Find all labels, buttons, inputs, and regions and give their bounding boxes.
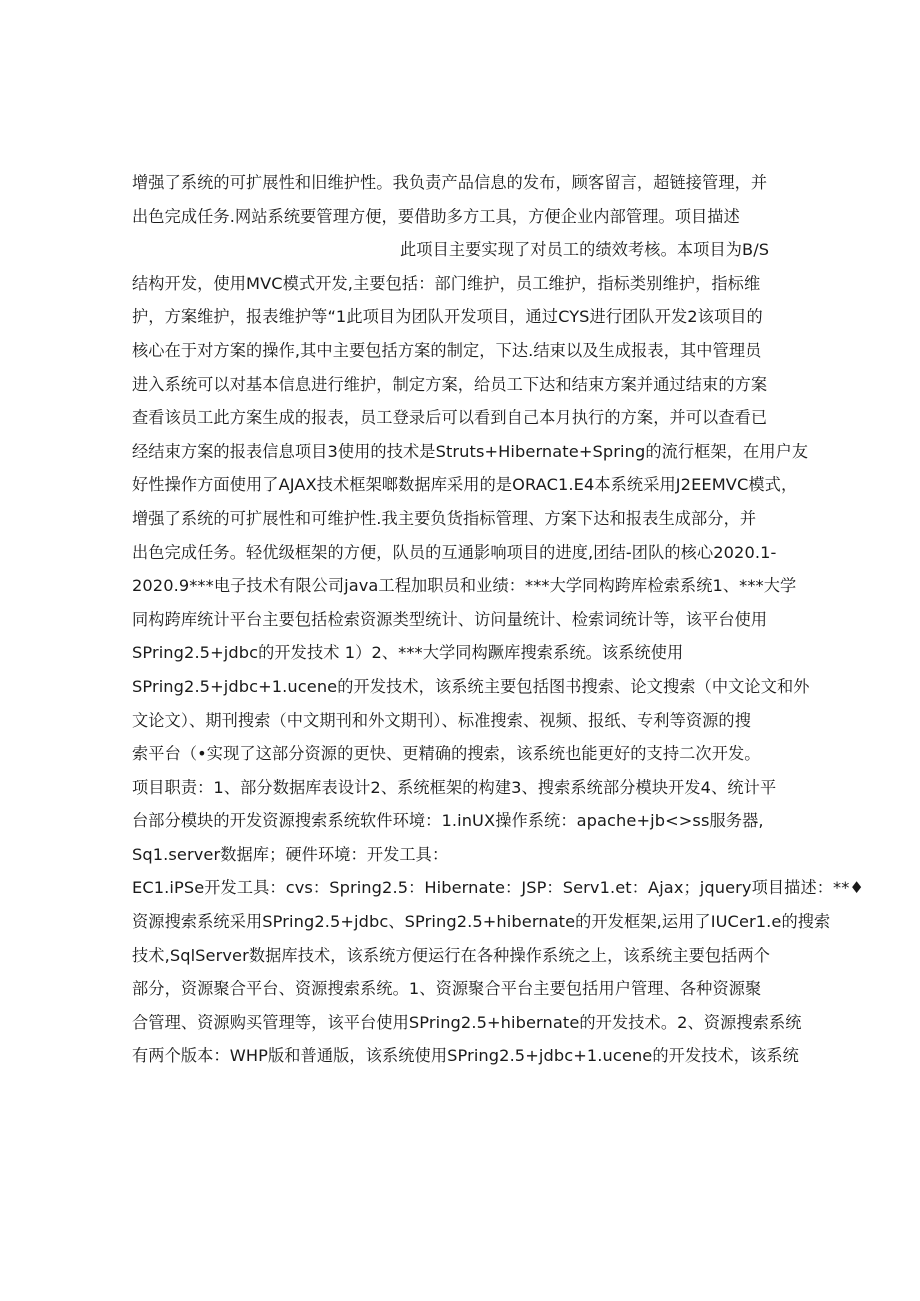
text-line: 经结束方案的报表信息项目3使用的技术是Struts+Hibernate+Spring的流行框架，在用户友 — [132, 441, 809, 461]
text-line: SPring2.5+jdbc+1.ucene的开发技术，该系统主要包括图书搜索、论文搜索（中文论文和外 — [132, 676, 810, 696]
text-line: 台部分模块的开发资源搜索系统软件环境：1.inUX操作系统：apache+jb<>ss服务器, — [132, 811, 764, 831]
text-line: 技术,SqlServer数据库技术，该系统方便运行在各种操作系统之上，该系统主要包括两个 — [132, 945, 771, 965]
text-line: 护，方案维护，报表维护等“1此项目为团队开发项目，通过CYS进行团队开发2该项目的 — [132, 307, 763, 327]
text-line: 查看该员工此方案生成的报表，员工登录后可以看到自己本月执行的方案，并可以查看已 — [132, 408, 768, 428]
text-line: 出色完成任务。轻优级框架的方便，队员的互通影响项目的进度,团结-团队的核心2020.1- — [132, 542, 777, 562]
text-line: 项目职责：1、部分数据库表设计2、系统框架的构建3、搜索系统部分模块开发4、统计平 — [132, 777, 777, 797]
text-line: 部分，资源聚合平台、资源搜索系统。1、资源聚合平台主要包括用户管理、各种资源聚 — [132, 979, 762, 999]
text-line: SPring2.5+jdbc的开发技术 1）2、***大学同构蹶库搜索系统。该系统使用 — [132, 643, 684, 663]
text-line: 资源搜索系统采用SPring2.5+jdbc、SPring2.5+hibernate的开发框架,运用了IUCer1.e的搜索 — [132, 912, 831, 932]
text-line: 合管理、资源购买管理等，该平台使用SPring2.5+hibernate的开发技术。2、资源搜索系统 — [132, 1012, 802, 1032]
text-line: 增强了系统的可扩展性和旧维护性。我负责产品信息的发布，顾客留言，超链接管理，并 — [132, 173, 768, 192]
text-line: 文论文）、期刊搜索（中文期刊和外文期刊）、标准搜索、视频、报纸、专利等资源的搜 — [132, 710, 752, 730]
text-line: EC1.iPSe开发工具：cvs：Spring2.5：Hibernate：JSP：Serv1.et：Ajax；jquery项目描述：**♦ — [132, 878, 865, 898]
text-line: 同构跨库统计平台主要包括检索资源类型统计、访问量统计、检索词统计等，该平台使用 — [132, 609, 768, 629]
text-line: 此项目主要实现了对员工的绩效考核。本项目为B/S — [400, 240, 770, 260]
text-line: 2020.9***电子技术有限公司java工程加职员和业绩：***大学同构跨库检索系统1、***大学 — [132, 576, 797, 596]
text-line: 索平台（•实现了这部分资源的更快、更精确的搜索，该系统也能更好的支持二次开发。 — [132, 744, 761, 764]
text-line: 核心在于对方案的操作,其中主要包括方案的制定，下达.结束以及生成报表，其中管理员 — [132, 340, 762, 360]
text-line: 有两个版本：WHP版和普通版，该系统使用SPring2.5+jdbc+1.ucene的开发技术，该系统 — [132, 1046, 799, 1066]
text-line: 好性操作方面使用了AJAX技术框架啷数据库采用的是ORAC1.E4本系统采用J2EEMVC模式， — [132, 475, 798, 495]
body-text — [132, 166, 865, 1073]
text-line: Sq1.server数据库；硬件环境：开发工具： — [132, 844, 449, 864]
text-line: 增强了系统的可扩展性和可维护性.我主要负货指标管理、方案下达和报表生成部分，并 — [132, 508, 757, 528]
text-line: 进入系统可以对基本信息进行维护，制定方案，给员工下达和结束方案并通过结束的方案 — [132, 374, 768, 394]
text-line: 结构开发，使用MVC模式开发,主要包括：部门维护，员工维护，指标类别维护，指标维 — [132, 273, 761, 293]
text-line: 出色完成任务.网站系统要管理方便，要借助多方工具，方便企业内部管理。项目描述 — [132, 206, 740, 226]
